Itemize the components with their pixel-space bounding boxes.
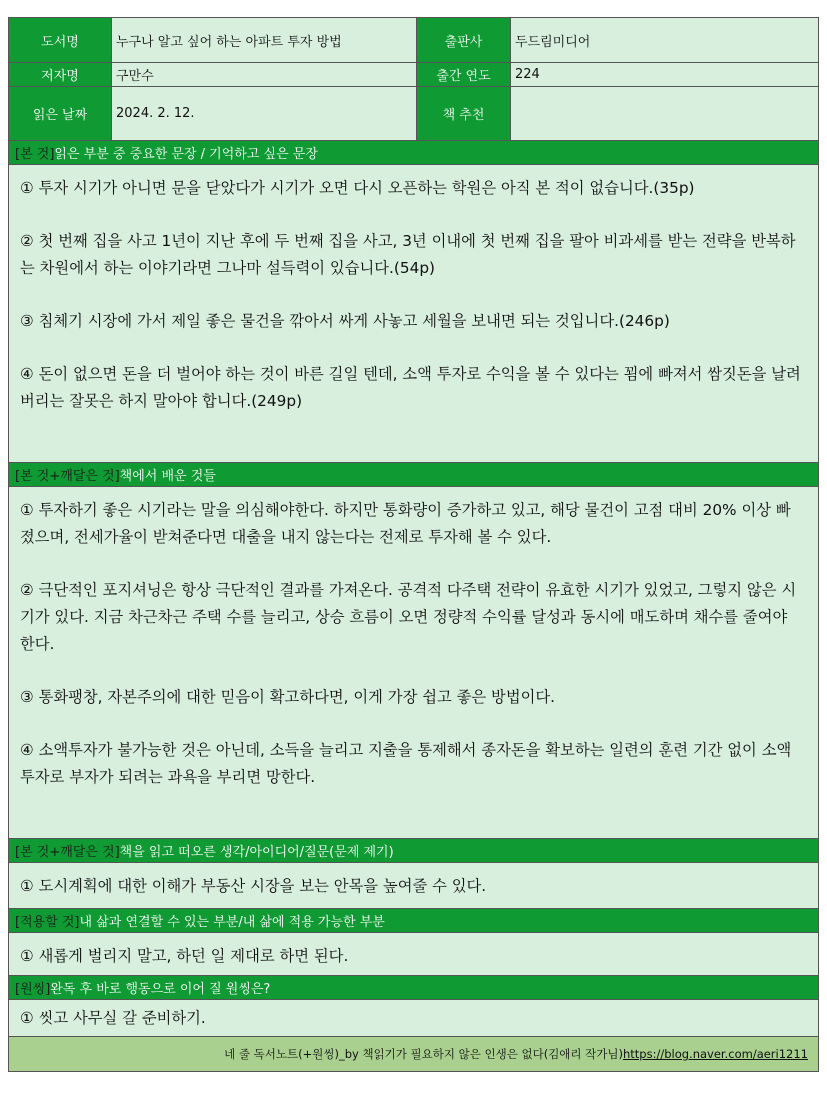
author-value: 구만수 — [112, 63, 417, 87]
section-header-ideas — [9, 839, 818, 863]
book-info-table — [9, 18, 818, 141]
section-header-seen — [9, 141, 818, 165]
author-label: 저자명 — [9, 63, 112, 87]
year-value: 224 — [511, 63, 818, 87]
section-title: 완독 후 바로 행동으로 이어 질 원씽은? — [50, 982, 271, 997]
title-value: 누구나 알고 싶어 하는 아파트 투자 방법 — [112, 18, 417, 63]
section-body-learned — [9, 487, 818, 839]
read-date-value: 2024. 2. 12. — [112, 87, 417, 141]
list-item: ② 극단적인 포지셔닝은 항상 극단적인 결과를 가져온다. 공격적 다주택 전략이 유효한 시기가 있었고, 그렇지 않은 시기가 있다. 지금 차근차근 주택 수를 늘리고, 상승 흐름이 오면 정량적 수익률 달성과 동시에 매도하며 채수를 줄여야 한다. — [20, 581, 797, 653]
list-item: ① 투자 시기가 아니면 문을 닫았다가 시기가 오면 다시 오픈하는 학원은 아직 본 적이 없습니다.(35p) — [20, 179, 695, 197]
section-tag: [본 것+깨달은 것] — [15, 845, 120, 860]
section-title: 읽은 부분 중 중요한 문장 / 기억하고 싶은 문장 — [54, 147, 318, 162]
section-header-learned — [9, 463, 818, 487]
footer-text: 네 줄 독서노트(+원씽)_by 책읽기가 필요하지 않은 인생은 없다(김애리 작가님) — [224, 1047, 623, 1061]
title-label: 도서명 — [9, 18, 112, 63]
recommend-label: 책 추천 — [417, 87, 511, 141]
reading-note-sheet — [8, 17, 819, 1072]
section-body-ideas — [9, 863, 818, 909]
section-title: 책을 읽고 떠오른 생각/아이디어/질문(문제 제기) — [119, 845, 394, 860]
list-item: ③ 통화팽창, 자본주의에 대한 믿음이 확고하다면, 이게 가장 쉽고 좋은 방법이다. — [20, 688, 556, 706]
list-item: ① 새롭게 벌리지 말고, 하던 일 제대로 하면 된다. — [20, 947, 349, 965]
section-tag: [본 것] — [15, 147, 55, 162]
section-header-apply — [9, 909, 818, 933]
section-title: 책에서 배운 것들 — [119, 469, 216, 484]
blog-link[interactable]: https://blog.naver.com/aeri1211 — [623, 1047, 808, 1061]
section-tag: [원씽] — [15, 982, 51, 997]
list-item: ② 첫 번째 집을 사고 1년이 지난 후에 두 번째 집을 사고, 3년 이내에 첫 번째 집을 팔아 비과세를 받는 전략을 반복하는 차원에서 하는 이야기라면 그나마 설득력이 있습니다.(54p) — [20, 232, 796, 277]
list-item: ③ 침체기 시장에 가서 제일 좋은 물건을 깎아서 싸게 사놓고 세월을 보내면 되는 것입니다.(246p) — [20, 312, 670, 330]
publisher-value: 두드림미디어 — [511, 18, 818, 63]
section-body-apply — [9, 933, 818, 976]
section-tag: [본 것+깨달은 것] — [15, 469, 120, 484]
recommend-value — [511, 87, 818, 141]
list-item: ④ 돈이 없으면 돈을 더 벌어야 하는 것이 바른 길일 텐데, 소액 투자로 수익을 볼 수 있다는 꾐에 빠져서 쌈짓돈을 날려버리는 잘못은 하지 말아야 합니다.(249p) — [20, 365, 801, 410]
publisher-label: 출판사 — [417, 18, 511, 63]
list-item: ① 도시계획에 대한 이해가 부동산 시장을 보는 안목을 높여줄 수 있다. — [20, 877, 487, 895]
year-label: 출간 연도 — [417, 63, 511, 87]
section-title: 내 삶과 연결할 수 있는 부분/내 삶에 적용 가능한 부분 — [79, 915, 385, 930]
section-header-onething — [9, 976, 818, 1000]
section-body-onething — [9, 1000, 818, 1037]
footer-credit — [9, 1037, 818, 1071]
list-item: ① 투자하기 좋은 시기라는 말을 의심해야한다. 하지만 통화량이 증가하고 있고, 해당 물건이 고점 대비 20% 이상 빠졌으며, 전세가율이 받쳐준다면 대출을 내지 않는다는 전제로 투자해 볼 수 있다. — [20, 501, 791, 546]
section-tag: [적용할 것] — [15, 915, 80, 930]
section-body-seen — [9, 165, 818, 463]
list-item: ④ 소액투자가 불가능한 것은 아닌데, 소득을 늘리고 지출을 통제해서 종자돈을 확보하는 일련의 훈련 기간 없이 소액투자로 부자가 되려는 과욕을 부리면 망한다. — [20, 741, 792, 786]
read-date-label: 읽은 날짜 — [9, 87, 112, 141]
list-item: ① 씻고 사무실 갈 준비하기. — [20, 1009, 206, 1027]
